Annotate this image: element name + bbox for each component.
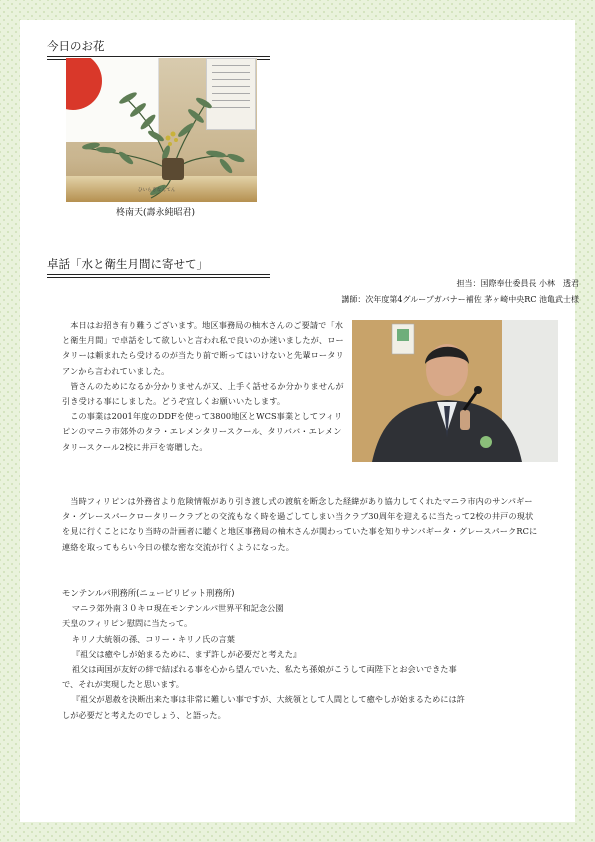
section-title-talk: 卓話「水と衛生月間に寄せて」 [47, 256, 270, 275]
line-realized: で、それが実現したと思います。 [62, 679, 184, 690]
history-lines [62, 586, 532, 723]
speaker-image [352, 320, 558, 462]
narrow-paragraphs [62, 318, 346, 455]
line-quote-1: 『祖父は癒やしが始まるために、まず許しが必要だと考えた』 [71, 648, 302, 659]
speaker-photo [352, 320, 558, 462]
paragraph-greeting: 皆さんのためになるか分かりませんが又、上手く話せるか分かりませんが引き受ける事にしました。どうぞ宜しくお願いいたします。 [62, 380, 344, 407]
talk-speaker: 講師：次年度第4グループガバナー補佐 茅ヶ崎中央RC 池亀武士様 [341, 295, 579, 304]
prison-heading: モンテンルパ刑務所(ニュービリビット刑務所) [62, 588, 235, 598]
paragraph-history: 当時フィリピンは外務省より危険情報があり引き渡し式の渡航を断念した経緯があり協力してくれたマニラ市内のサンパギータ・グレースパークロータリークラブとの交流もなく時を過ごしてしまい当クラブ30周年を迎えるに当たって2校の井戸の現状を見に行くことになり当時の計画者に聴くと地区事務局の柚木さんが関わっていた事を知りサンパギータ・グレースパークRCに連絡を取ってもらい今日の様な密な交流が行くようになった。 [62, 496, 538, 552]
line-friendship: 祖父は両国が友好の絆で結ばれる事を心から望んでいた、私たち孫娘がこうして両陛下とお会いできた事 [71, 664, 457, 675]
flower-arrangement-image [66, 58, 257, 202]
talk-host: 担当：国際奉仕委員長 小林 透君 [456, 279, 579, 288]
vase [162, 158, 184, 180]
line-closing: しが必要だと考えたのでしょう、と語った。 [62, 709, 226, 720]
flower-photo [66, 58, 257, 202]
flower-caption: 柊南天(壽永純昭君) [116, 208, 196, 218]
wide-paragraph-block [62, 494, 540, 555]
flower-caption-ruby: ひいらぎなんてん [138, 188, 176, 193]
line-emperor: 天皇のフィリピン慰問に当たって。 [62, 618, 193, 629]
paragraph-intro: 本日はお招き有り難うございます。地区事務局の柚木さんのご要請で「水と衛生月間」で卓話をして欲しいと言われ私で良いのか迷いましたが、ロータリーは頼まれたら受けるのが当たり前で断ってはいけないと先輩ロータリアンから言われていました。 [62, 320, 344, 376]
line-quirino: キリノ大統領の孫、コリー・キリノ氏の言葉 [71, 633, 235, 644]
line-quote-2: 『祖父が恩赦を決断出来た事は非常に難しい事ですが、大統領として人間として癒やしが始まるためには許 [71, 694, 465, 705]
line-park: マニラ郊外南３０キロ現在モンテンルパ世界平和記念公園 [71, 603, 284, 614]
section-title-flower: 今日のお花 [47, 38, 270, 57]
paragraph-project: この事業は2001年度のDDFを使って3800地区とWCS事業としてフィリピンのマニラ市郊外のタラ・エレメンタリースクール、タリババ・エレメンタリースクール2校に井戸を寄贈した。 [62, 411, 343, 452]
